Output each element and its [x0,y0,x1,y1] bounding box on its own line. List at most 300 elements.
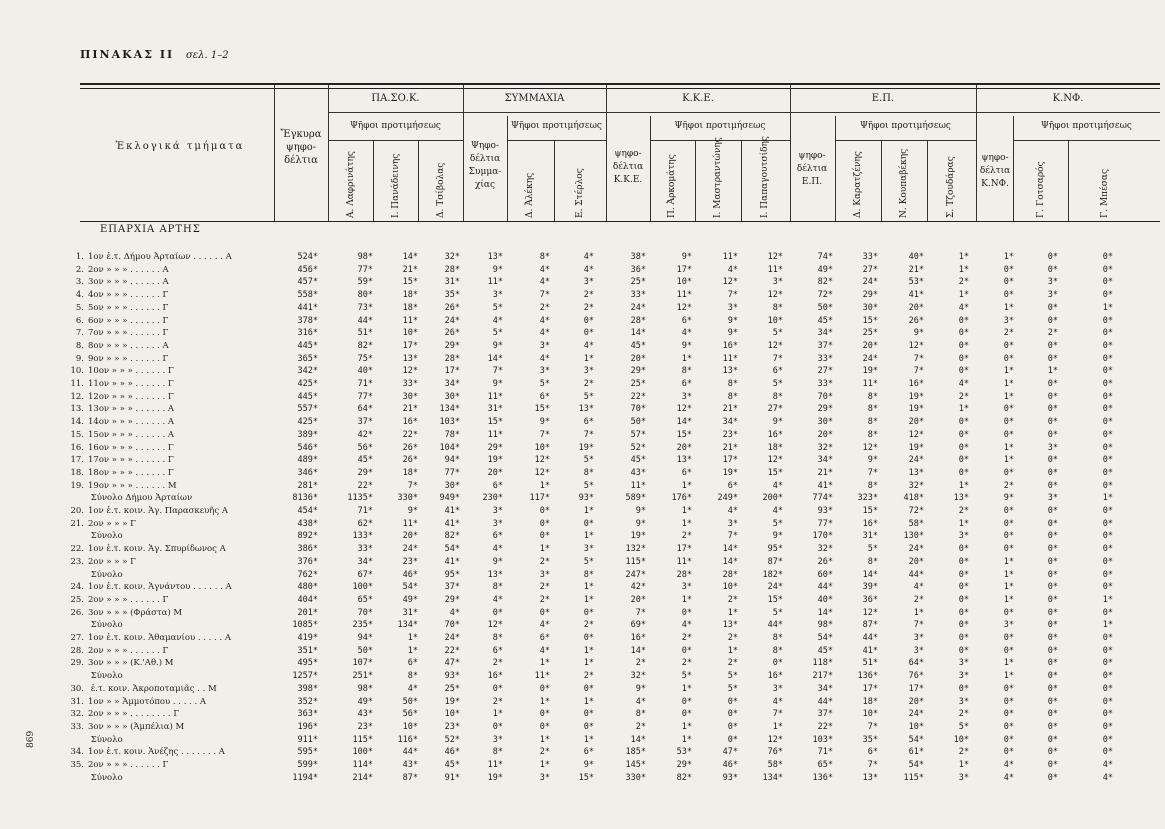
row-label [64,570,123,580]
table-cell: 134* [397,620,418,631]
table-cell: 8* [635,709,646,720]
table-cell: 26* [444,328,460,339]
row-label [64,747,225,757]
table-cell: 0* [1003,544,1014,555]
candidate-header: Δ. Τσίβολας [436,162,446,218]
table-cell: 2* [583,290,594,301]
table-cell: 24* [444,315,460,326]
table-cell: 34* [817,328,833,339]
table-cell: 41* [817,480,833,491]
table-cell: 94* [357,633,373,643]
row-label [64,379,174,389]
table-cell: 33* [630,290,646,301]
table-cell: 12* [676,404,692,415]
table-cell: 3* [1047,493,1058,504]
table-cell: 118* [812,658,833,669]
table-cell: 4* [449,607,460,618]
table-cell: 546* [297,442,318,453]
table-cell: 3* [539,569,550,580]
table-cell: 40* [908,252,924,262]
table-cell: 330* [625,772,646,783]
header-divider [881,140,882,222]
table-cell: 13* [676,455,692,466]
table-cell: 21* [402,264,418,275]
table-cell: 41* [862,645,878,656]
table-cell: 8* [407,671,418,682]
table-cell: 13* [402,353,418,364]
table-cell: 438* [297,518,318,529]
candidate-header: Ε. Στέρλος [575,168,585,218]
table-cell: 0* [1102,734,1113,745]
table-cell: 200* [762,493,783,504]
table-cell: 7* [583,429,594,440]
table-cell: 8* [867,556,878,567]
table-cell: 87* [862,620,878,631]
table-cell: 12* [722,277,738,288]
top-rule [80,83,1160,85]
row-label-text: 2ον » » » . . . . . . Γ [88,760,169,770]
header-divider [554,140,555,222]
table-cell: 29* [862,290,878,301]
table-cell: 44* [357,315,373,326]
table-cell: 2* [539,594,550,605]
table-cell: 0* [492,607,503,618]
row-label [64,633,231,643]
table-cell: 17* [676,544,692,555]
table-cell: 103* [439,417,460,428]
table-cell: 1* [492,709,503,720]
table-cell: 67* [357,569,373,580]
table-cell: 33* [817,379,833,389]
table-cell: 445* [297,340,318,351]
table-cell: 4* [958,379,969,389]
table-cell: 10* [722,582,738,593]
table-cell: 93* [817,506,833,516]
table-cell: 2* [1047,328,1058,339]
row-label-text: Σύνολο [88,531,123,542]
table-cell: 0* [539,518,550,529]
table-cell: 11* [487,391,503,402]
table-cell: 3* [913,633,924,643]
table-cell: 0* [1047,302,1058,313]
table-cell: 0* [1047,467,1058,478]
table-cell: 13* [862,772,878,783]
row-label [64,455,174,465]
table-cell: 37* [444,582,460,593]
table-cell: 4* [772,696,783,707]
table-cell: 18* [767,442,783,453]
table-cell: 0* [727,734,738,745]
table-cell: 52* [444,734,460,745]
table-cell: 5* [772,607,783,618]
table-cell: 0* [1047,620,1058,631]
table-cell: 230* [482,493,503,504]
table-cell: 15* [487,417,503,428]
row-number: 1. [75,252,84,262]
row-label-text: Σύνολο [88,569,123,580]
table-cell: 72* [817,290,833,301]
table-cell: 9* [772,417,783,428]
table-cell: 4* [1003,772,1014,783]
table-cell: 8* [727,391,738,402]
header-divider [790,85,791,222]
table-cell: 4* [772,480,783,491]
row-label [64,265,169,275]
table-cell: 17* [676,264,692,275]
table-cell: 12* [767,455,783,466]
table-cell: 4* [539,645,550,656]
table-cell: 1* [958,290,969,301]
table-cell: 0* [539,531,550,542]
table-cell: 3* [681,391,692,402]
table-cell: 8* [583,467,594,478]
header-divider [328,85,329,222]
table-cell: 0* [1047,353,1058,364]
table-cell: 182* [762,569,783,580]
row-label [64,392,174,402]
row-label-text: 1ον ἐ.τ. κοιν. Ἀνέζης . . . . . . . Α [88,747,225,758]
table-cell: 0* [1003,467,1014,478]
table-cell: 0* [1047,696,1058,707]
table-cell: 20* [487,467,503,478]
header-divider [695,140,696,222]
table-cell: 3* [583,277,594,288]
row-label [64,417,174,427]
row-label-text: Σύνολο Δήμου Ἀρταίων [88,493,193,504]
table-cell: 87* [767,556,783,567]
table-cell: 1135* [347,493,373,504]
table-cell: 0* [1102,518,1113,529]
table-cell: 0* [583,607,594,618]
table-cell: 100* [352,582,373,593]
table-cell: 0* [1102,607,1113,618]
table-cell: 115* [625,556,646,567]
row-label-text: 14ον » » » . . . . . . Α [88,417,175,428]
table-cell: 0* [1047,772,1058,783]
table-cell: 1* [958,760,969,770]
table-cell: 33* [402,379,418,389]
table-cell: 524* [297,252,318,262]
row-label-text: 16ον » » » . . . . . . Γ [88,442,174,453]
table-cell: 25* [630,277,646,288]
row-number: 3. [75,277,84,288]
table-cell: 2* [727,633,738,643]
table-cell: 0* [1047,391,1058,402]
table-cell: 70* [444,620,460,631]
table-cell: 378* [297,315,318,326]
row-label [64,760,168,770]
table-cell: 0* [681,709,692,720]
table-cell: 49* [357,696,373,707]
table-cell: 29* [817,404,833,415]
table-cell: 0* [539,607,550,618]
table-cell: 22* [357,480,373,491]
table-cell: 0* [1047,531,1058,542]
table-cell: 58* [767,760,783,770]
table-cell: 599* [297,760,318,770]
row-label [64,443,174,453]
table-cell: 3* [492,518,503,529]
table-cell: 72* [908,506,924,516]
row-label [64,722,184,732]
header-hline [1013,140,1160,141]
table-cell: 13* [578,404,594,415]
table-cell: 3* [492,290,503,301]
table-cell: 60* [817,569,833,580]
table-cell: 10* [402,328,418,339]
table-cell: 8* [583,569,594,580]
row-label-text: 8ον » » » . . . . . . Α [88,340,169,351]
table-cell: 54* [402,582,418,593]
table-cell: 19* [487,455,503,466]
table-cell: 3* [539,340,550,351]
row-label-text: 2ον » » » Γ [88,518,136,529]
table-cell: 4* [583,252,594,262]
table-cell: 49* [402,594,418,605]
table-cell: 0* [1102,506,1113,516]
row-number: 19. [70,480,84,491]
table-cell: 235* [352,620,373,631]
header-hline [835,140,976,141]
table-cell: 71* [357,379,373,389]
table-cell: 20* [908,417,924,428]
table-cell: 0* [1003,531,1014,542]
table-cell: 0* [1003,633,1014,643]
table-cell: 56* [402,709,418,720]
table-cell: 0* [958,442,969,453]
table-cell: 43* [630,467,646,478]
table-cell: 0* [1102,391,1113,402]
table-cell: 170* [812,531,833,542]
table-cell: 12* [767,340,783,351]
table-cell: 557* [297,404,318,415]
table-cell: 0* [539,506,550,516]
table-cell: 11* [676,556,692,567]
row-label [64,582,232,592]
row-label-text: 1ον ἐ.τ. κοιν. Ἁγ. Παρασκευῆς Α [88,506,228,516]
table-cell: 418* [903,493,924,504]
table-cell: 10* [402,721,418,732]
table-cell: 24* [862,353,878,364]
header-divider [976,85,977,222]
table-cell: 9* [867,455,878,466]
table-cell: 0* [1003,709,1014,720]
valid-ballots-header: Ἔγκυρα ψηφο-δέλτια [280,129,322,166]
table-cell: 7* [913,353,924,364]
table-cell: 386* [297,544,318,555]
table-cell: 0* [1003,290,1014,301]
table-cell: 8* [867,404,878,415]
table-cell: 98* [357,683,373,694]
row-label [64,608,182,618]
table-cell: 21* [722,442,738,453]
table-cell: 41* [444,518,460,529]
table-cell: 1* [913,607,924,618]
table-cell: 44* [402,747,418,758]
table-cell: 9* [681,340,692,351]
table-cell: 323* [857,493,878,504]
row-number: 24. [70,582,84,593]
table-cell: 1* [681,721,692,732]
table-cell: 0* [1102,556,1113,567]
table-cell: 11* [722,252,738,262]
table-cell: 4* [539,264,550,275]
table-cell: 1* [681,506,692,516]
table-cell: 17* [908,683,924,694]
table-cell: 29* [444,594,460,605]
table-cell: 1* [1003,671,1014,682]
row-label-text: Σύνολο [88,772,123,783]
table-cell: 5* [772,379,783,389]
table-cell: 1* [539,734,550,745]
table-cell: 457* [297,277,318,288]
table-cell: 133* [352,531,373,542]
table-cell: 52* [630,442,646,453]
table-cell: 0* [1047,544,1058,555]
table-cell: 2* [958,391,969,402]
table-cell: 3* [1047,442,1058,453]
row-number: 32. [70,709,84,720]
table-cell: 1* [1003,302,1014,313]
candidate-header: Π. Ἀρκομάτης [667,154,677,218]
table-cell: 31* [487,404,503,415]
symmaxia-ballots-header: Ψηφο-δέλτια Συμμα-χίας [468,141,502,190]
row-label [64,404,174,414]
table-cell: 214* [352,772,373,783]
table-cell: 46* [402,569,418,580]
table-cell: 363* [297,709,318,720]
table-cell: 1* [1102,302,1113,313]
table-cell: 0* [958,633,969,643]
table-cell: 29* [444,340,460,351]
table-cell: 54* [444,544,460,555]
table-cell: 46* [444,747,460,758]
table-cell: 589* [625,493,646,504]
table-cell: 76* [767,747,783,758]
table-cell: 18* [402,290,418,301]
table-cell: 16* [767,429,783,440]
table-cell: 54* [817,633,833,643]
table-cell: 595* [297,747,318,758]
table-cell: 30* [817,417,833,428]
table-cell: 4* [539,315,550,326]
table-cell: 2* [583,379,594,389]
table-cell: 27* [862,264,878,275]
table-cell: 24* [444,633,460,643]
table-cell: 19* [908,442,924,453]
table-cell: 13* [953,493,969,504]
table-cell: 16* [487,671,503,682]
table-cell: 0* [1047,315,1058,326]
table-cell: 45* [630,340,646,351]
table-cell: 911* [297,734,318,745]
table-cell: 14* [630,328,646,339]
table-cell: 0* [958,340,969,351]
table-cell: 0* [1003,264,1014,275]
table-cell: 5* [772,518,783,529]
table-cell: 2* [958,277,969,288]
row-number: 16. [70,442,84,453]
table-cell: 31* [444,277,460,288]
table-cell: 0* [1102,671,1113,682]
candidate-header: Α. Λαφρινάτης [346,151,356,218]
table-cell: 185* [625,747,646,758]
table-cell: 6* [681,467,692,478]
candidate-header: Δ. Ἀλέκης [525,172,535,218]
table-cell: 35* [444,290,460,301]
row-label [64,493,192,503]
candidate-header: Ι. Πανάδεινης [391,153,401,218]
table-cell: 1* [958,264,969,275]
table-cell: 40* [817,594,833,605]
table-cell: 44* [862,633,878,643]
row-label [64,544,226,554]
table-cell: 1* [681,480,692,491]
table-cell: 0* [539,709,550,720]
row-label-text: 2ον » » » . . . . . . Α [88,264,169,275]
table-cell: 0* [583,315,594,326]
row-label-text: Σύνολο [88,620,123,631]
table-cell: 12* [862,442,878,453]
table-cell: 74* [817,252,833,262]
table-cell: 441* [297,302,318,313]
table-cell: 8136* [292,493,318,504]
table-cell: 93* [444,671,460,682]
row-label [64,709,179,719]
table-cell: 1* [958,252,969,262]
row-label-text: Σύνολο [88,734,123,745]
table-cell: 9* [727,315,738,326]
row-label-text: 1ον ἐ.τ. Δήμου Ἀρταίων . . . . . . Α [88,252,232,262]
table-cell: 389* [297,429,318,440]
table-cell: 9* [635,518,646,529]
row-label-text: 3ον » » » . . . . . . Α [88,277,169,288]
table-cell: 8* [539,252,550,262]
table-cell: 4* [407,683,418,694]
header-hline [328,140,463,141]
table-cell: 32* [630,671,646,682]
table-cell: 1* [1003,366,1014,377]
table-cell: 29* [357,467,373,478]
table-cell: 11* [402,518,418,529]
table-cell: 6* [492,645,503,656]
table-cell: 201* [297,607,318,618]
table-cell: 0* [1047,480,1058,491]
table-cell: 0* [958,417,969,428]
candidate-header: Σ. Τζουδάρας [946,156,956,218]
table-cell: 9* [913,328,924,339]
table-cell: 36* [630,264,646,275]
table-cell: 0* [1102,696,1113,707]
table-cell: 19* [578,442,594,453]
table-cell: 64* [357,404,373,415]
table-cell: 0* [1003,417,1014,428]
table-cell: 5* [492,328,503,339]
table-cell: 0* [727,721,738,732]
table-cell: 43* [357,709,373,720]
table-cell: 10* [444,709,460,720]
symmaxia-header: ΣΥΜΜΑΧΙΑ [504,93,565,104]
table-cell: 34* [817,455,833,466]
table-cell: 0* [958,582,969,593]
table-title [80,48,229,61]
table-cell: 10* [767,315,783,326]
table-cell: 10* [908,721,924,732]
table-cell: 8* [772,645,783,656]
table-cell: 32* [444,252,460,262]
table-cell: 0* [583,518,594,529]
table-cell: 49* [817,264,833,275]
